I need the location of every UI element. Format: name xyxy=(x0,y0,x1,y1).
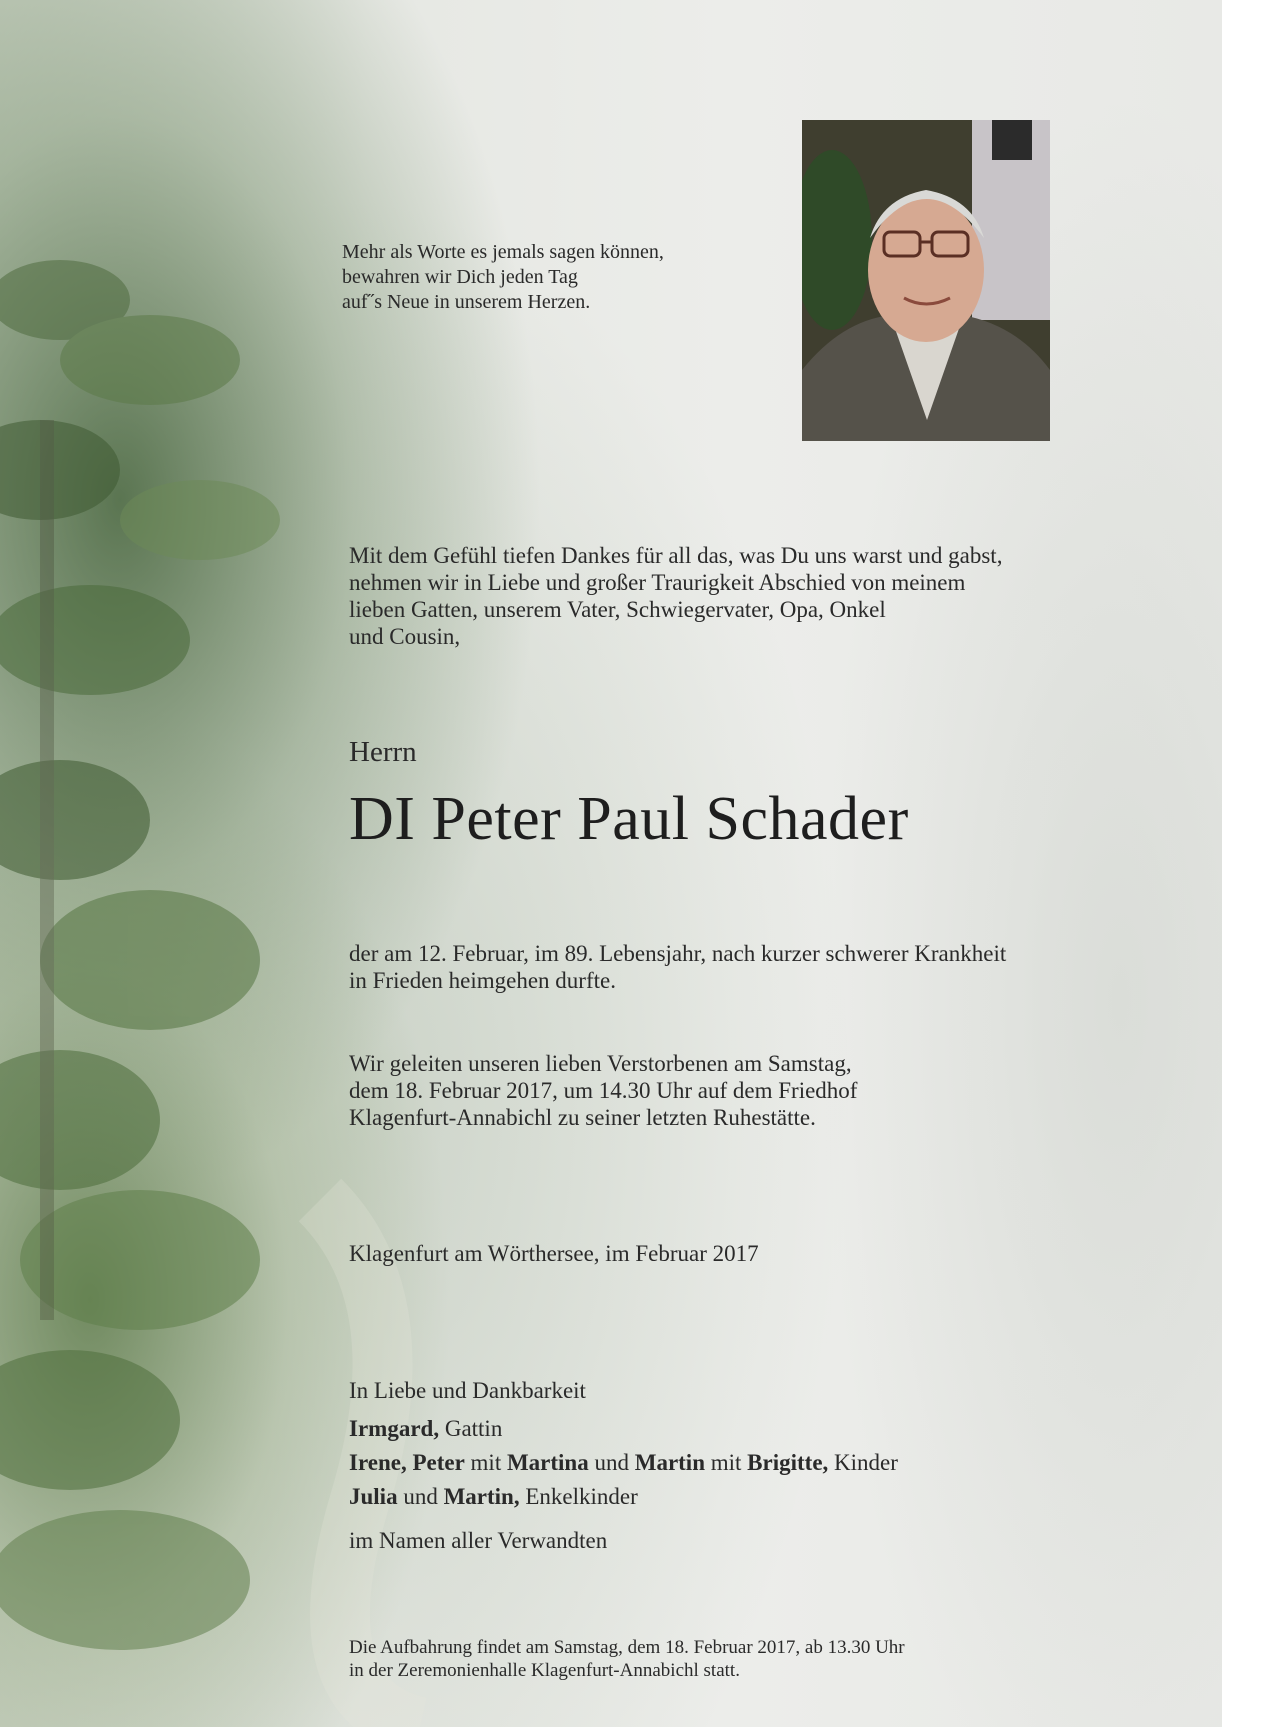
funeral-paragraph xyxy=(349,1050,857,1131)
mourner-row-grandchildren xyxy=(349,1480,638,1514)
funeral-line: Klagenfurt-Annabichl zu seiner letzten Ruhestätte. xyxy=(349,1105,816,1130)
mourner-name: Martina xyxy=(506,1450,589,1475)
connector-text: mit xyxy=(705,1450,748,1475)
connector-text: und xyxy=(588,1450,635,1475)
funeral-line: Wir geleiten unseren lieben Verstorbenen am Samstag, xyxy=(349,1051,852,1076)
signature-heading: In Liebe und Dankbarkeit xyxy=(349,1378,586,1403)
page-margin xyxy=(1222,0,1280,1727)
mourner-relation: Gattin xyxy=(439,1416,503,1441)
intro-line: lieben Gatten, unserem Vater, Schwiegervater, Opa, Onkel xyxy=(349,597,886,622)
salutation: Herrn xyxy=(349,736,417,768)
deceased-name: DI Peter Paul Schader xyxy=(349,785,909,853)
mourner-name: Julia xyxy=(349,1484,398,1509)
mourner-row-spouse xyxy=(349,1412,502,1446)
funeral-line: dem 18. Februar 2017, um 14.30 Uhr auf dem Friedhof xyxy=(349,1078,858,1103)
intro-line: nehmen wir in Liebe und großer Traurigkeit Abschied von meinem xyxy=(349,570,966,595)
mourner-name: Irmgard, xyxy=(349,1416,440,1441)
death-line: der am 12. Februar, im 89. Lebensjahr, nach kurzer schwerer Krankheit xyxy=(349,941,1007,966)
quote-line: bewahren wir Dich jeden Tag xyxy=(342,266,578,288)
connector-text: und xyxy=(397,1484,444,1509)
mourner-name: Irene, Peter xyxy=(349,1450,465,1475)
portrait-photo xyxy=(802,120,1050,441)
viewing-notice xyxy=(349,1636,905,1682)
quote-line: auf˝s Neue in unserem Herzen. xyxy=(342,291,591,313)
intro-paragraph xyxy=(349,542,1002,650)
mourner-name: Martin, xyxy=(443,1484,520,1509)
mourner-row-children xyxy=(349,1446,898,1480)
mourner-relation: Kinder xyxy=(828,1450,898,1475)
connector-text: mit xyxy=(464,1450,507,1475)
memorial-quote xyxy=(342,240,664,315)
death-paragraph xyxy=(349,940,1006,994)
viewing-line: Die Aufbahrung findet am Samstag, dem 18. Februar 2017, ab 13.30 Uhr xyxy=(349,1637,905,1658)
mourner-row-relatives: im Namen aller Verwandten xyxy=(349,1528,608,1553)
viewing-line: in der Zeremonienhalle Klagenfurt-Annabichl statt. xyxy=(349,1660,740,1681)
quote-line: Mehr als Worte es jemals sagen können, xyxy=(342,241,664,263)
mourner-relation: Enkelkinder xyxy=(519,1484,638,1509)
death-line: in Frieden heimgehen durfte. xyxy=(349,968,616,993)
mourner-name: Martin xyxy=(634,1450,705,1475)
intro-line: und Cousin, xyxy=(349,624,461,649)
mourner-name: Brigitte, xyxy=(747,1450,829,1475)
place-date: Klagenfurt am Wörthersee, im Februar 2017 xyxy=(349,1241,759,1266)
intro-line: Mit dem Gefühl tiefen Dankes für all das, was Du uns warst und gabst, xyxy=(349,543,1003,568)
